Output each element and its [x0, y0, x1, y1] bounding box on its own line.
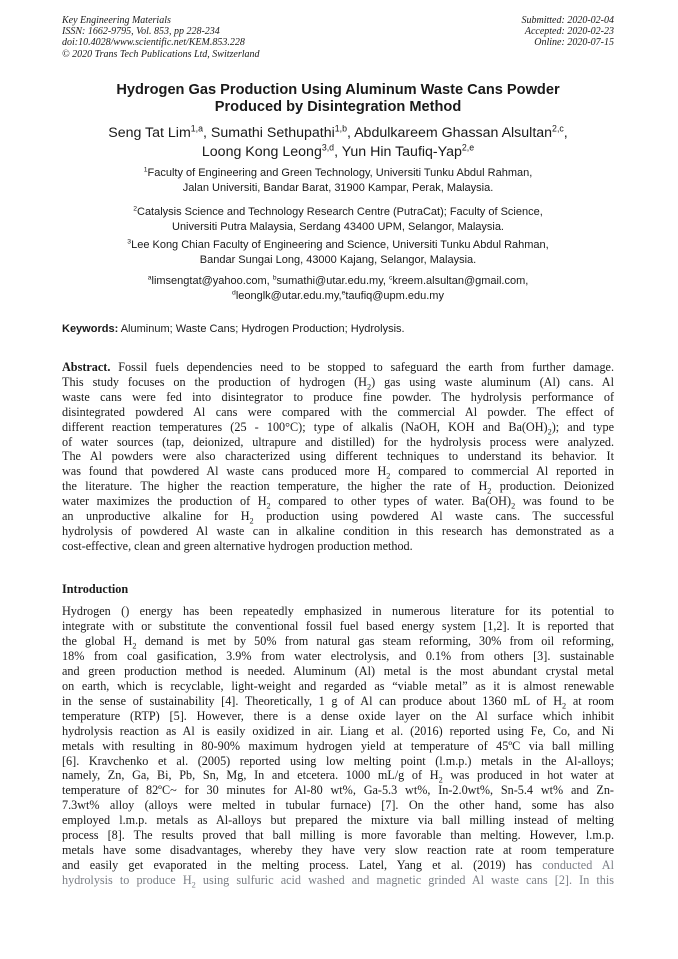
abstract-text: different reaction temperatures (25 - 100°C); type of alkalis (NaOH, KOH and Ba(OH)	[62, 419, 548, 434]
body-line: [6]. Kravchenko et al. (2005) reported using low melting point (l.m.p.) metals in the Al-alloys;	[62, 753, 614, 768]
body-line: hydrolysis reaction as Al is easily oxidized in air. Liang et al. (2016) reported using Fe, Co, and Ni	[62, 723, 614, 738]
abstract-line: cost-effective, clean and green alternative hydrogen production method.	[62, 538, 413, 553]
introduction-body	[62, 604, 614, 888]
abstract-line: disintegrated powdered Al cans were compared with the commercial Al powder. The effect of	[62, 404, 614, 419]
abstract-text: compared to other types of water. Ba(OH)	[270, 494, 512, 509]
body-line: temperature of 82ºC~ for 30 minutes for Al-80 wt%, Ga-5.3 wt%, In-2.0wt%, Sn-5.4 wt% and Zn-	[62, 783, 614, 798]
abstract-line	[62, 360, 614, 375]
abstract-line: The Al powders were also characterized using different techniques to understand its behavior. It	[62, 449, 614, 464]
abstract-line: hydrolysis of powdered Al waste can in alkaline condition in this research has demonstrated as a	[62, 523, 614, 538]
email-marker: b	[272, 274, 277, 282]
body-line: Hydrogen () energy has been repeatedly emphasized in numerous literature for its potential to	[62, 604, 614, 618]
email-marker: c	[389, 274, 393, 282]
body-text-faded: conducted Al	[542, 858, 614, 873]
author-affiliation-marker: 1,b	[334, 123, 347, 134]
affiliation-text: Faculty of Engineering and Green Technology, Universiti Tunku Abdul Rahman,	[147, 167, 533, 179]
subscript: 2	[511, 501, 516, 511]
title-line: Produced by Disintegration Method	[214, 99, 462, 115]
abstract-line	[62, 509, 614, 524]
abstract-line: of water sources (tap, deionized, ultrapure and distilled) for the hydrolysis process were analyzed.	[62, 434, 614, 449]
email-link[interactable]: taufiq@upm.edu.my	[345, 290, 444, 302]
body-text: at room	[566, 693, 614, 708]
abstract-label: Abstract.	[62, 360, 111, 374]
abstract	[62, 360, 614, 554]
abstract-line	[62, 479, 614, 494]
body-line: metals have some disadvantages, whereby they have very slow reaction rate at room temperature	[62, 843, 614, 858]
subscript: 2	[366, 382, 372, 392]
body-text: the global H	[62, 633, 133, 648]
affiliation-line	[62, 238, 614, 253]
email-line	[62, 289, 614, 304]
author-affiliation-marker: 3,d	[321, 141, 335, 152]
abstract-line	[62, 375, 614, 390]
abstract-text: compared to commercial Al reported in	[390, 464, 614, 479]
subscript: 2	[266, 501, 271, 511]
abstract-line	[62, 420, 614, 435]
body-line: metals with resulting in 80-90% maximum hydrogen yield at temperature of 45ºC via ball milling	[62, 738, 614, 753]
abstract-text: was found that powdered Al waste cans produced more H	[62, 464, 387, 479]
affiliation-line: Jalan Universiti, Bandar Barat, 31900 Kampar, Perak, Malaysia.	[182, 182, 494, 194]
body-text-faded: hydrolysis to produce H	[62, 873, 192, 888]
email-link[interactable]: sumathi@utar.edu.my,	[276, 275, 386, 287]
body-line: 18% from coal gasification, 3.9% from water electrolysis, and 0.1% from others [3]. sustainable	[62, 648, 614, 663]
keywords-text: Aluminum; Waste Cans; Hydrogen Production; Hydrolysis.	[118, 323, 405, 335]
body-text: demand is met by 50% from natural gas steam reforming, 30% from oil reforming,	[136, 633, 615, 648]
subscript: 2	[562, 701, 567, 711]
body-line: integrate with or substitute the conventional fossil fuel based energy system [1,2]. It is reported that	[62, 618, 614, 633]
issn-line: ISSN: 1662-9795, Vol. 853, pp 228-234	[62, 26, 220, 38]
body-line	[62, 873, 614, 888]
subscript: 2	[132, 641, 137, 651]
email-link[interactable]: limsengtat@yahoo.com,	[151, 275, 270, 287]
author-affiliation-marker: 1,a	[190, 123, 204, 134]
body-text: namely, Zn, Ga, Bi, Pb, Sn, Mg, In and etcetera. 1000 mL/g of H	[62, 768, 439, 783]
affiliation-3	[62, 238, 614, 268]
abstract-text: production. Deionized	[491, 479, 614, 494]
author-line: Seng Tat Lim$^{1,a}$, Sumathi Sethupathi$^{1,b}$, Abdulkareem Ghassan Alsultan$^{2,c}$,	[108, 123, 568, 141]
abstract-line	[62, 464, 614, 479]
body-text: was produced in hot water at	[442, 768, 614, 783]
email-marker: d	[232, 289, 236, 297]
affiliation-text: Catalysis Science and Technology Research Centre (PutraCat); Faculty of Science,	[137, 206, 543, 218]
email-marker: a	[147, 274, 152, 282]
email-line	[62, 274, 614, 289]
affiliation-line: Universiti Putra Malaysia, Serdang 43400 UPM, Selangor, Malaysia.	[172, 221, 504, 233]
affiliation-2	[62, 205, 614, 235]
body-text-faded: using sulfuric acid washed and magnetic grinded Al waste cans [2]. In this	[195, 873, 614, 888]
author-name: Yun Hin Taufiq-Yap	[341, 143, 462, 160]
affiliation-line	[62, 166, 614, 181]
subscript: 2	[438, 775, 443, 785]
body-line: employed l.m.p. metals as Al-alloys but prepared the mixture via ball milling instead of melting	[62, 813, 614, 828]
journal-name: Key Engineering Materials	[62, 15, 171, 26]
body-text: in the sense of sustainability [4]. Theoretically, 1 g of Al can produce about 1360 mL of H	[62, 693, 563, 708]
subscript: 2	[386, 471, 391, 481]
subscript: 2	[191, 880, 196, 890]
section-heading-introduction: Introduction	[62, 582, 129, 596]
affiliation-number: 1	[143, 166, 148, 174]
affiliation-text: Lee Kong Chian Faculty of Engineering and Science, Universiti Tunku Abdul Rahman,	[131, 239, 549, 251]
abstract-text: This study focuses on the production of hydrogen (H	[62, 374, 367, 389]
abstract-text: the literature. The higher the reaction temperature, the higher the rate of H	[62, 479, 488, 494]
body-text: and easily get evaporated in the melting process. Latel, Yang et al. (2019) has	[62, 858, 543, 873]
abstract-line	[62, 494, 614, 509]
email-list	[62, 274, 614, 304]
abstract-line: waste cans were fed into disintegrator to produce fine powder. The hydrolysis performance of	[62, 389, 614, 404]
body-line: and green production method is needed. Aluminum (Al) metal is the most abundant crystal metal	[62, 663, 614, 678]
journal-info	[62, 15, 260, 60]
submission-dates	[522, 15, 615, 49]
author-affiliation-marker: 2,e	[461, 141, 475, 152]
keywords	[62, 322, 614, 336]
abstract-text: ) gas using waste aluminum (Al) cans. Al	[371, 374, 614, 389]
keywords-label: Keywords:	[62, 323, 119, 335]
submitted-date: Submitted: 2020-02-04	[521, 15, 614, 26]
doi-line[interactable]: doi:10.4028/www.scientific.net/KEM.853.228	[62, 37, 245, 49]
body-line: on earth, which is recyclable, light-weight and regarded as “viable metal” as it is almost renewable	[62, 678, 614, 693]
copyright-line: © 2020 Trans Tech Publications Ltd, Switzerland	[62, 48, 260, 60]
author-list	[62, 124, 614, 161]
body-line: 7.3wt% alloy (alloys were melted in tubular furnace) [7]. On the other hand, some has also	[62, 798, 614, 813]
subscript: 2	[547, 427, 552, 437]
abstract-text: production using powdered Al waste cans. The successful	[253, 509, 614, 524]
affiliation-line	[62, 205, 614, 220]
body-line	[62, 694, 614, 709]
paper-title	[62, 82, 614, 116]
body-line: temperature (RTP) [5]. However, there is a dense oxide layer on the Al surface which inhibit	[62, 708, 614, 723]
abstract-text: water maximizes the production of H	[62, 494, 267, 509]
author-name: Loong Kong Leong	[201, 143, 322, 160]
author-affiliation-marker: 2,c	[552, 123, 564, 134]
author-name: Abdulkareem Ghassan Alsultan	[354, 125, 553, 141]
abstract-text: ); and type	[551, 419, 614, 434]
abstract-text: Fossil fuels dependencies need to be stopped to safeguard the earth from further damage.	[110, 360, 614, 374]
author-name: Sumathi Sethupathi	[210, 125, 335, 141]
body-line	[62, 768, 614, 783]
affiliation-number: 2	[133, 205, 137, 213]
email-marker: e	[341, 289, 346, 297]
online-date: Online: 2020-07-15	[534, 37, 614, 49]
abstract-text: was found to be	[515, 494, 614, 509]
affiliation-1	[62, 166, 614, 196]
subscript: 2	[249, 516, 254, 526]
email-link[interactable]: leonglk@utar.edu.my,	[235, 290, 342, 302]
email-link[interactable]: kreem.alsultan@gmail.com,	[392, 275, 529, 287]
author-name: Seng Tat Lim	[108, 125, 191, 141]
author-line: Loong Kong Leong$^{3,d}$, Yun Hin Taufiq-Yap$^{2,e}$	[201, 141, 475, 160]
title-line: Hydrogen Gas Production Using Aluminum Waste Cans Powder	[116, 82, 560, 98]
body-line	[62, 634, 614, 649]
affiliation-number: 3	[127, 238, 132, 246]
body-line	[62, 858, 614, 873]
abstract-text: an unproductive alkaline for H	[62, 509, 250, 524]
accepted-date: Accepted: 2020-02-23	[524, 26, 614, 38]
body-line: process [8]. The results proved that ball milling is more favorable than melting. However, l.m.p.	[62, 828, 614, 843]
subscript: 2	[487, 486, 492, 496]
affiliation-line: Bandar Sungai Long, 43000 Kajang, Selangor, Malaysia.	[199, 254, 477, 266]
